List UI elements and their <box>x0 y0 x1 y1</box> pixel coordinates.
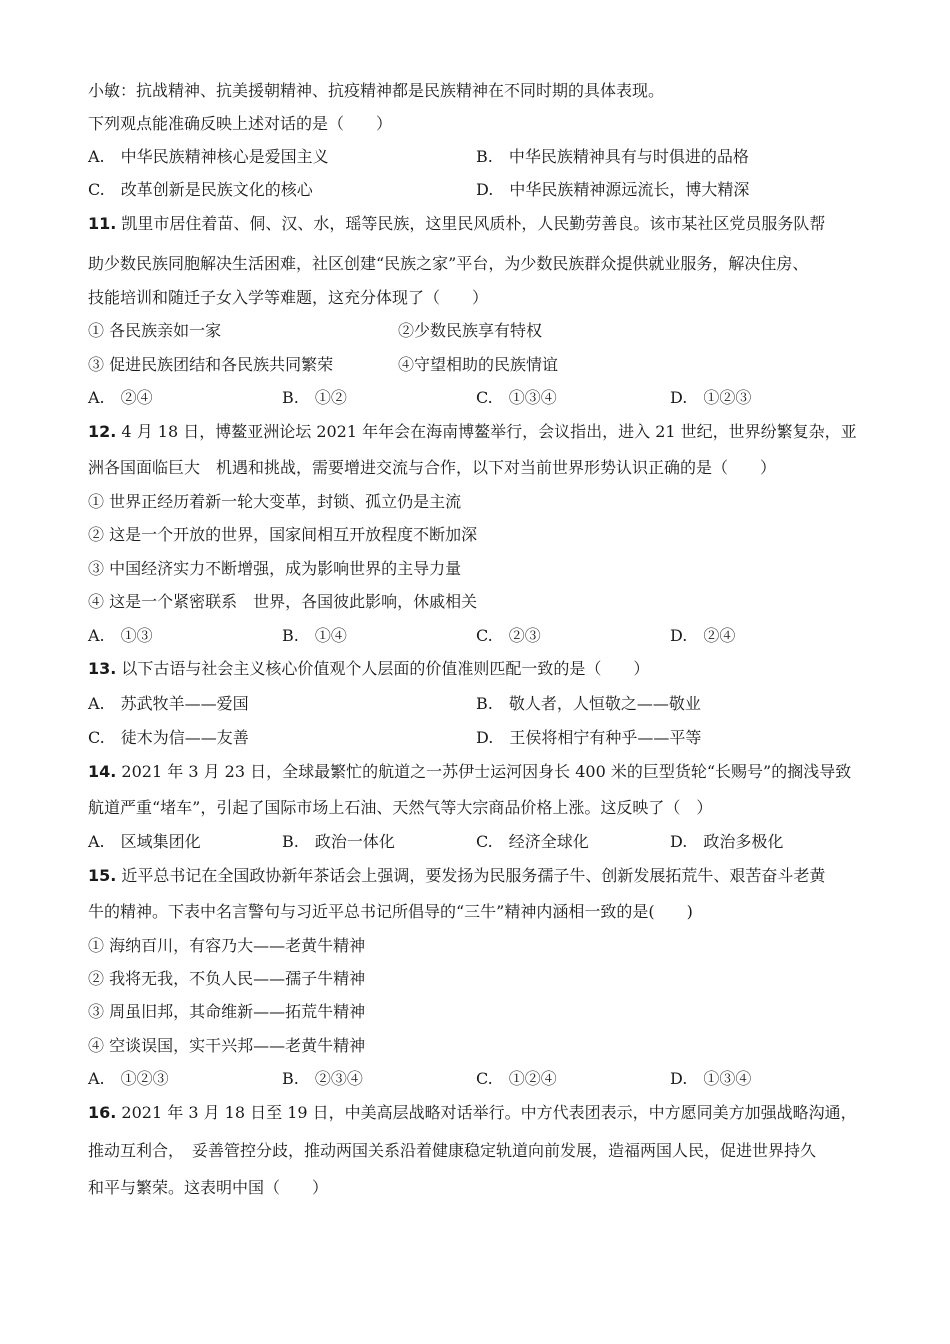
q16-line3: 和平与繁荣。这表明中国（ ） <box>88 1178 329 1197</box>
q14-line2: 航道严重“堵车”，引起了国际市场上石油、天然气等大宗商品价格上涨。这反映了（ ） <box>88 798 713 817</box>
q12-line1 <box>88 421 857 443</box>
q12-line2: 洲各国面临巨大 机遇和挑战，需要增进交流与合作，以下对当前世界形势认识正确的是（ ） <box>88 458 777 477</box>
q14-line1 <box>88 761 851 783</box>
intro-stem: 下列观点能准确反映上述对话的是（ ） <box>88 114 393 133</box>
q11-option-b: B. ①② <box>282 388 347 407</box>
q14-option-c: C. 经济全球化 <box>476 832 589 851</box>
q12-text1: 4 月 18 日，博鳌亚洲论坛 2021 年年会在海南博鳌举行，会议指出，进入 21 世纪，世界纷繁复杂，亚 <box>116 422 857 441</box>
q12-number: 12. <box>88 422 117 441</box>
q12-option-d: D. ②④ <box>670 626 736 645</box>
q11-option-d: D. ①②③ <box>670 388 752 407</box>
q12-option-c: C. ②③ <box>476 626 541 645</box>
q12-option-a: A. ①③ <box>88 626 153 645</box>
q15-line1 <box>88 865 825 887</box>
intro-option-b: B. 中华民族精神具有与时俱进的品格 <box>476 147 749 166</box>
q11-item4: ④守望相助的民族情谊 <box>398 355 559 374</box>
q15-item2: ② 我将无我，不负人民——孺子牛精神 <box>88 969 366 988</box>
q16-line1 <box>88 1102 857 1124</box>
intro-option-a: A. 中华民族精神核心是爱国主义 <box>88 147 329 166</box>
q14-option-d: D. 政治多极化 <box>670 832 784 851</box>
q15-option-b: B. ②③④ <box>282 1069 363 1088</box>
q16-text1: 2021 年 3 月 18 日至 19 日，中美高层战略对话举行。中方代表团表示，中方愿同美方加强战略沟通， <box>116 1103 857 1122</box>
q11-number: 11. <box>88 214 117 233</box>
q13-option-c: C. 徒木为信——友善 <box>88 728 249 747</box>
q16-number: 16. <box>88 1103 117 1122</box>
q11-line3: 技能培训和随迁子女入学等难题，这充分体现了（ ） <box>88 288 489 307</box>
q15-option-d: D. ①③④ <box>670 1069 752 1088</box>
q11-line1 <box>88 213 825 235</box>
q15-number: 15. <box>88 866 117 885</box>
intro-option-c: C. 改革创新是民族文化的核心 <box>88 180 313 199</box>
q15-item1: ① 海纳百川，有容乃大——老黄牛精神 <box>88 936 366 955</box>
q12-item3: ③ 中国经济实力不断增强，成为影响世界的主导力量 <box>88 559 462 578</box>
q11-item3: ③ 促进民族团结和各民族共同繁荣 <box>88 355 334 374</box>
q12-item1: ① 世界正经历着新一轮大变革，封锁、孤立仍是主流 <box>88 492 462 511</box>
q15-option-c: C. ①②④ <box>476 1069 557 1088</box>
q12-item2: ② 这是一个开放的世界，国家间相互开放程度不断加深 <box>88 525 478 544</box>
q14-option-a: A. 区域集团化 <box>88 832 201 851</box>
intro-option-d: D. 中华民族精神源远流长，博大精深 <box>476 180 750 199</box>
q14-number: 14. <box>88 762 117 781</box>
q13-line1 <box>88 658 649 680</box>
q15-item4: ④ 空谈误国，实干兴邦——老黄牛精神 <box>88 1036 366 1055</box>
q11-line2: 助少数民族同胞解决生活困难，社区创建“民族之家”平台，为少数民族群众提供就业服务，解决住房、 <box>88 254 809 273</box>
q11-option-a: A. ②④ <box>88 388 153 407</box>
q16-line2: 推动互利合， 妥善管控分歧，推动两国关系沿着健康稳定轨道向前发展，造福两国人民，促进世界持久 <box>88 1141 817 1160</box>
q13-option-b: B. 敬人者，人恒敬之——敬业 <box>476 694 701 713</box>
q15-item3: ③ 周虽旧邦，其命维新——拓荒牛精神 <box>88 1002 366 1021</box>
q11-text1: 凯里市居住着苗、侗、汉、水，瑶等民族，这里民风质朴，人民勤劳善良。该市某社区党员服务队帮 <box>116 214 826 233</box>
q14-text1: 2021 年 3 月 23 日，全球最繁忙的航道之一苏伊士运河因身长 400 米的巨型货轮“长赐号”的搁浅导致 <box>116 762 852 781</box>
q13-text1: 以下古语与社会主义核心价值观个人层面的价值准则匹配一致的是（ ） <box>116 659 650 678</box>
q15-option-a: A. ①②③ <box>88 1069 169 1088</box>
q15-line2: 牛的精神。下表中名言警句与习近平总书记所倡导的“三牛”精神内涵相一致的是( ) <box>88 902 693 921</box>
intro-dialog: 小敏：抗战精神、抗美援朝精神、抗疫精神都是民族精神在不同时期的具体表现。 <box>88 81 665 100</box>
q14-option-b: B. 政治一体化 <box>282 832 395 851</box>
q13-option-a: A. 苏武牧羊——爱国 <box>88 694 249 713</box>
q11-item2: ②少数民族享有特权 <box>398 321 543 340</box>
q11-item1: ① 各民族亲如一家 <box>88 321 222 340</box>
q12-option-b: B. ①④ <box>282 626 347 645</box>
q15-text1: 近平总书记在全国政协新年茶话会上强调，要发扬为民服务孺子牛、创新发展拓荒牛、艰苦奋斗老黄 <box>116 866 826 885</box>
q12-item4: ④ 这是一个紧密联系 世界，各国彼此影响，休戚相关 <box>88 592 478 611</box>
q13-number: 13. <box>88 659 117 678</box>
q13-option-d: D. 王侯将相宁有种乎——平等 <box>476 728 702 747</box>
q11-option-c: C. ①③④ <box>476 388 557 407</box>
